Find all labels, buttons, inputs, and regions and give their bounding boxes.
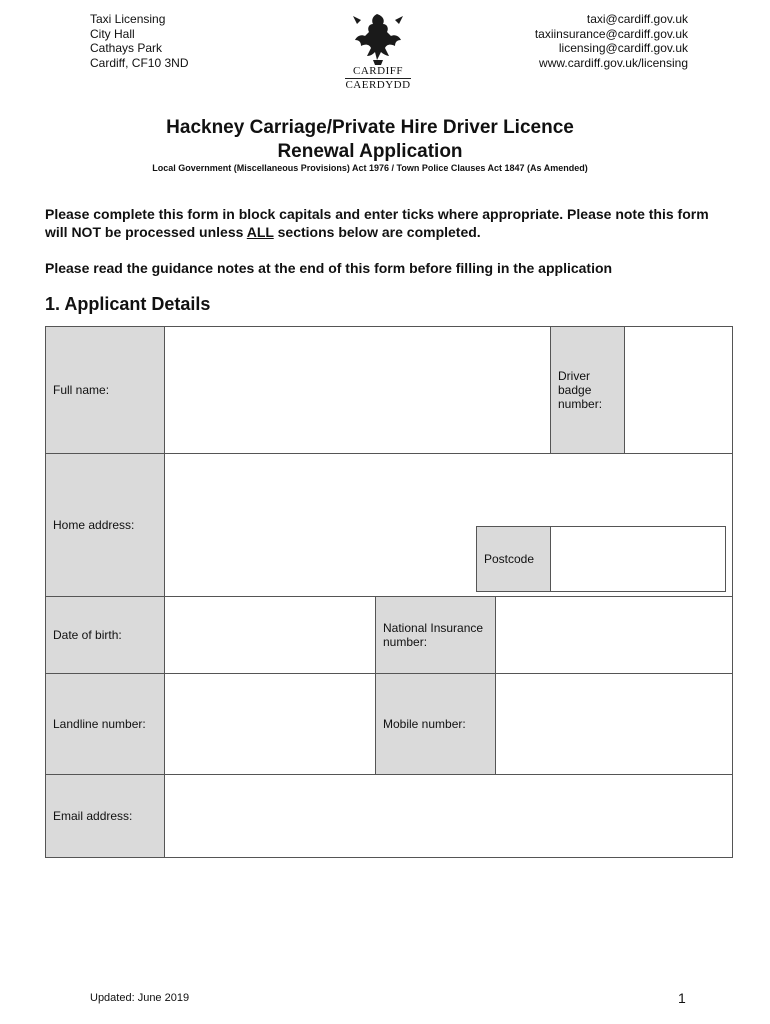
postcode-label-text: Postcode xyxy=(484,552,535,566)
instructions-text-end: sections below are completed. xyxy=(273,224,481,240)
dob-label-text: Date of birth: xyxy=(53,628,122,642)
logo-text-english: CARDIFF xyxy=(353,65,403,77)
updated-date: Updated: June 2019 xyxy=(90,992,190,1004)
email-label xyxy=(45,774,165,858)
landline-label xyxy=(45,673,165,775)
council-address xyxy=(90,12,188,70)
mobile-label xyxy=(375,673,496,775)
contact-email-insurance[interactable]: taxiinsurance@cardiff.gov.uk xyxy=(534,26,688,41)
email-label-text: Email address: xyxy=(53,809,133,823)
instructions-text: Please complete this form in block capitals and enter ticks where appropriate. Please note this form will NOT be processed unless xyxy=(45,206,709,240)
badge-number-field[interactable] xyxy=(624,326,733,454)
badge-number-label xyxy=(550,326,625,454)
instructions-emphasis: ALL xyxy=(246,224,274,240)
page-number: 1 xyxy=(678,990,686,1006)
postcode-field[interactable] xyxy=(550,526,726,592)
landline-field[interactable] xyxy=(164,673,376,775)
form-title: Hackney Carriage/Private Hire Driver Licence xyxy=(166,117,574,138)
contact-email-taxi[interactable]: taxi@cardiff.gov.uk xyxy=(586,12,688,26)
dragon-emblem-icon xyxy=(347,10,409,66)
address-line: Cardiff, CF10 3ND xyxy=(90,55,189,70)
address-line: Taxi Licensing xyxy=(90,12,166,26)
section-heading: 1. Applicant Details xyxy=(45,294,211,314)
ni-number-label xyxy=(375,596,496,674)
postcode-label xyxy=(476,526,551,592)
home-address-label-text: Home address: xyxy=(53,518,135,532)
guidance-note: Please read the guidance notes at the end of this form before filling in the application xyxy=(45,260,613,276)
home-address-label xyxy=(45,453,165,597)
landline-label-text: Landline number: xyxy=(53,717,146,731)
ni-label-line: number: xyxy=(383,635,428,649)
form-subtitle: Renewal Application xyxy=(277,141,463,162)
dob-label xyxy=(45,596,165,674)
mobile-label-text: Mobile number: xyxy=(383,717,466,731)
full-name-field[interactable] xyxy=(164,326,551,454)
legislation-reference: Local Government (Miscellaneous Provisions) Act 1976 / Town Police Clauses Act 1847 (As Amended) xyxy=(152,163,588,173)
full-name-label-text: Full name: xyxy=(53,383,110,397)
council-contacts xyxy=(535,12,688,70)
email-field[interactable] xyxy=(164,774,733,858)
badge-number-label-text xyxy=(558,369,602,411)
contact-website[interactable]: www.cardiff.gov.uk/licensing xyxy=(539,55,688,70)
full-name-label xyxy=(45,326,165,454)
badge-label-line: Driver xyxy=(558,369,590,383)
contact-email-licensing[interactable]: licensing@cardiff.gov.uk xyxy=(558,41,688,55)
ni-label-line: National Insurance xyxy=(383,621,484,635)
logo-text-welsh: CAERDYDD xyxy=(345,79,411,91)
dob-field[interactable] xyxy=(164,596,376,674)
mobile-field[interactable] xyxy=(495,673,733,775)
badge-label-line: number: xyxy=(558,397,603,411)
ni-number-label-text xyxy=(383,621,483,649)
ni-number-field[interactable] xyxy=(495,596,733,674)
cardiff-council-logo xyxy=(338,10,418,91)
badge-label-line: badge xyxy=(558,383,592,397)
address-line: Cathays Park xyxy=(90,41,163,55)
address-line: City Hall xyxy=(90,26,135,41)
instructions-paragraph xyxy=(45,205,735,241)
